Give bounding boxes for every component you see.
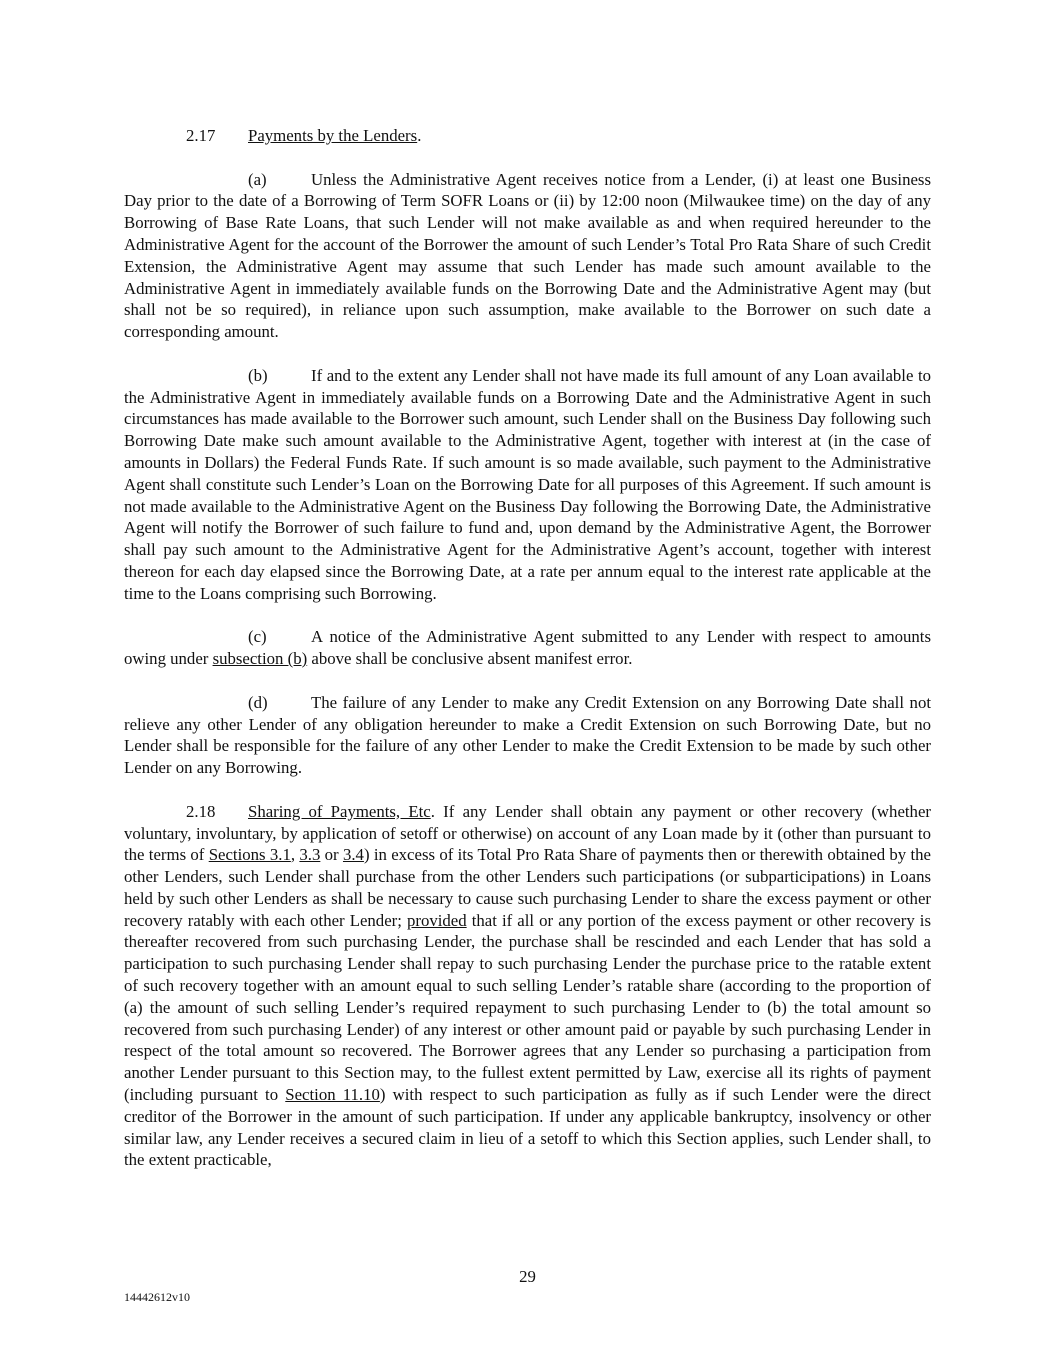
page-number: 29 — [519, 1267, 536, 1286]
section-text: . If any Lender shall obtain any payment or other recovery (whether voluntary, involuntary, by application of setoff or otherwise) on account of any Loan made by it (other than pursuant to the terms of — [124, 801, 931, 865]
paragraph-label: (b) — [248, 365, 268, 385]
subsection-b-reference: subsection (b) — [212, 649, 308, 669]
section-11-10-reference: Section 11.10 — [285, 1085, 380, 1105]
section-number: 2.18 — [186, 801, 216, 821]
section-number: 2.17 — [186, 126, 216, 145]
section-3-4-reference: 3.4 — [342, 845, 364, 865]
paragraph-c — [124, 626, 931, 670]
section-2-17-heading — [124, 125, 931, 147]
section-text: ) in excess of its Total Pro Rata Share of payments then or therewith obtained by the other Lenders, such Lender shall purchase from the other Lenders such participations (or subparticipations) in Loans held by such other Lenders as shall be necessary to cause such purchasing Lender to share the excess payment or other recovery ratably with each other Lender; — [124, 845, 932, 930]
section-text: that if all or any portion of the excess payment or other recovery is thereafter recovered from such purchasing Lender, the purchase shall be rescinded and each Lender that has sold a participation to such purchasing Lender shall repay to such purchasing Lender the purchase price to the ratable extent of such recovery together with an amount equal to such selling Lender’s ratable share (according to the proportion of (a) the amount of such selling Lender’s required repayment to such purchasing Lender to (b) the total amount so recovered from such purchasing Lender) of any interest or other amount paid or payable by such purchasing Lender in respect of the total amount so recovered. The Borrower agrees that any Lender so purchasing a participation from another Lender pursuant to this Section may, to the fullest extent permitted by Law, exercise all its rights of payment (including pursuant to — [124, 910, 932, 1105]
paragraph-text: The failure of any Lender to make any Credit Extension on any Borrowing Date shall not relieve any other Lender of any obligation hereunder to make a Credit Extension on such Borrowing Date, but no Lender shall be responsible for the failure of any other Lender to make the Credit Extension to be made by such other Lender on any Borrowing. — [124, 692, 931, 778]
paragraph-text: A notice of the Administrative Agent submitted to any Lender with respect to amounts owing under — [124, 627, 931, 669]
paragraph-label: (c) — [248, 627, 267, 647]
paragraph-b — [124, 365, 931, 605]
paragraph-text: above shall be conclusive absent manifest error. — [307, 649, 633, 669]
paragraph-a — [124, 169, 931, 343]
section-title: Payments by the Lenders — [248, 126, 418, 145]
section-2-18 — [124, 801, 931, 1172]
paragraph-text: Unless the Administrative Agent receives notice from a Lender, (i) at least one Business Day prior to the date of a Borrowing of Term SOFR Loans or (ii) by 12:00 noon (Milwaukee time) on the day of any Borrowing of Base Rate Loans, that such Lender will not make available as and when required hereunder to the Administrative Agent for the account of the Borrower the amount of such Lender’s Total Pro Rata Share of such Credit Extension, the Administrative Agent may assume that such Lender has made such amount available to the Administrative Agent in immediately available funds on the Borrowing Date and the Administrative Agent may (but shall not be so required), in reliance upon such assumption, make available to the Borrower on such date a corresponding amount. — [124, 169, 931, 342]
paragraph-label: (a) — [248, 169, 267, 189]
section-title: Sharing of Payments, Etc — [248, 801, 431, 821]
document-body — [124, 125, 931, 1193]
paragraph-label: (d) — [248, 692, 268, 712]
provided-term: provided — [406, 910, 467, 930]
section-text: , — [290, 845, 300, 865]
section-text: ) with respect to such participation as fully as if such Lender were the direct creditor of the Borrower in the amount of such participation. If under any applicable bankruptcy, insolvency or other similar law, any Lender receives a secured claim in lieu of a setoff to which this Section applies, such Lender shall, to the extent practicable, — [124, 1085, 931, 1170]
section-text: or — [320, 845, 343, 865]
paragraph-text: If and to the extent any Lender shall not have made its full amount of any Loan available to the Administrative Agent in immediately available funds on a Borrowing Date and the Administrative Agent in such circumstances has made available to the Borrower such amount, such Lender shall on the Business Day following such Borrowing Date make such amount available to the Administrative Agent, together with interest at (in the case of amounts in Dollars) the Federal Funds Rate. If such amount is so made available, such payment to the Administrative Agent shall constitute such Lender’s Loan on the Borrowing Date for all purposes of this Agreement. If such amount is not made available to the Administrative Agent on the Business Day following the Borrowing Date, the Administrative Agent will notify the Borrower of such failure to fund and, upon demand by the Administrative Agent, the Borrower shall pay such amount to the Administrative Agent for the Administrative Agent’s account, together with interest thereon for each day elapsed since the Borrowing Date, at a rate per annum equal to the interest rate applicable at the time to the Loans comprising such Borrowing. — [124, 365, 931, 603]
document-id: 14442612v10 — [124, 1290, 190, 1304]
sections-3-1-reference: Sections 3.1 — [208, 845, 291, 865]
section-3-3-reference: 3.3 — [299, 845, 321, 865]
paragraph-d — [124, 692, 931, 779]
section-title-period: . — [417, 126, 422, 145]
